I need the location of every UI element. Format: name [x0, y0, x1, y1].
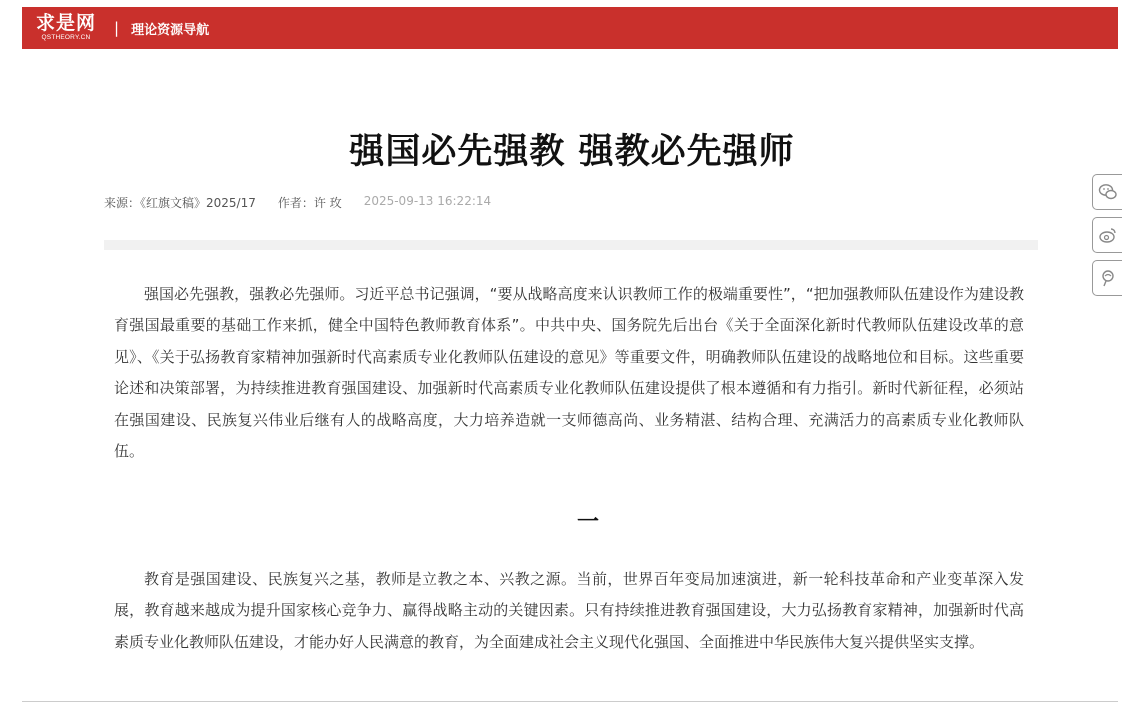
- site-logo[interactable]: [32, 14, 100, 42]
- title-separator: [104, 240, 1038, 250]
- logo-subtext: QSTHEORY.CN: [41, 34, 91, 42]
- qzone-icon: [1098, 268, 1118, 288]
- article-paragraph: 强国必先强教，强教必先强师。习近平总书记强调，“要从战略高度来认识教师工作的极端重要性”，“把加强教师队伍建设作为建设教育强国最重要的基础工作来抓，健全中国特色教师教育体系”。中共中央、国务院先后出台《关于全面深化新时代教师队伍建设改革的意见》、《关于弘扬教育家精神加强新时代高素质专业化教师队伍建设的意见》等重要文件，明确教师队伍建设的战略地位和目标。这些重要论述和决策部署，为持续推进教育强国建设、加强新时代高素质专业化教师队伍建设提供了根本遵循和有力指引。新时代新征程，必须站在强国建设、民族复兴伟业后继有人的战略高度，大力培养造就一支师德高尚、业务精湛、结构合理、充满活力的高素质专业化教师队伍。: [114, 285, 1024, 461]
- weibo-icon: [1098, 225, 1118, 245]
- article-meta: [104, 194, 491, 211]
- article-paragraph: 教育是强国建设、民族复兴之基，教师是立教之本、兴教之源。当前，世界百年变局加速演进，新一轮科技革命和产业变革深入发展，教育越来越成为提升国家核心竞争力、赢得战略主动的关键因素。只有持续推进教育强国建设，大力弘扬教育家精神，加强新时代高素质专业化教师队伍建设，才能办好人民满意的教育，为全面建成社会主义现代化强国、全面推进中华民族伟大复兴提供坚实支撑。: [114, 570, 1024, 651]
- top-nav-bar: [22, 7, 1118, 49]
- page-bottom-divider: [22, 701, 1118, 702]
- share-weibo-button[interactable]: [1092, 217, 1122, 253]
- nav-divider: |: [114, 19, 120, 37]
- share-qzone-button[interactable]: [1092, 260, 1122, 296]
- logo-text: 求是网: [35, 12, 96, 35]
- theory-resource-nav-link[interactable]: 理论资源导航: [131, 22, 210, 38]
- article-author: 作者：许 玫: [277, 196, 342, 210]
- wechat-icon: [1098, 182, 1118, 202]
- article-title: 强国必先强教 强教必先强师: [349, 132, 795, 172]
- share-wechat-button[interactable]: [1092, 174, 1122, 210]
- article-date: 2025-09-13 16:22:14: [363, 194, 492, 208]
- section-heading: 一: [576, 510, 599, 535]
- article-source: 来源：《红旗文稿》2025/17: [104, 196, 256, 210]
